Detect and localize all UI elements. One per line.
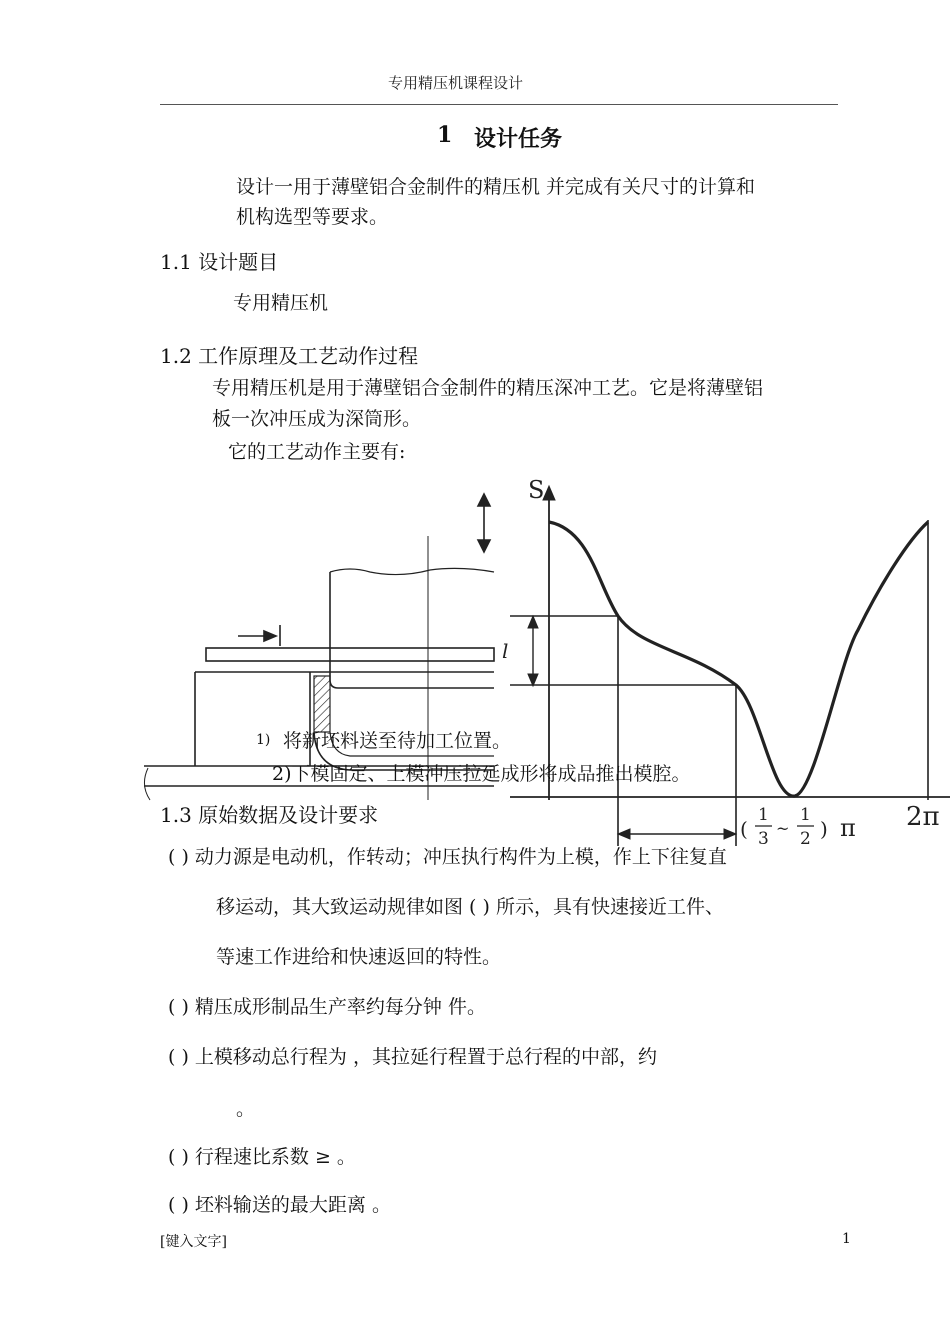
phase-fraction-label bbox=[740, 805, 856, 849]
design-topic: 专用精压机 bbox=[233, 292, 329, 314]
svg-text:1: 1 bbox=[800, 805, 811, 825]
heading-1-2: 1.2 工作原理及工艺动作过程 bbox=[160, 344, 419, 368]
stroke-length-label: l bbox=[502, 639, 509, 663]
requirement-item: ( ) 坯料输送的最大距离 。 bbox=[168, 1194, 391, 1216]
section-title: 设计任务 bbox=[474, 126, 563, 152]
die-mechanism-drawing bbox=[144, 494, 494, 800]
requirement-item: ( ) 动力源是电动机，作转动；冲压执行构件为上模，作上下往复直 bbox=[168, 846, 727, 868]
svg-text:~: ~ bbox=[776, 819, 790, 838]
heading-1-3: 1.3 原始数据及设计要求 bbox=[160, 803, 379, 827]
principle-line-2: 板一次冲压成为深筒形。 bbox=[212, 408, 422, 430]
page-header-title: 专用精压机课程设计 bbox=[388, 74, 524, 92]
svg-text:π: π bbox=[840, 814, 856, 842]
principle-line-1: 专用精压机是用于薄壁铝合金制件的精压深冲工艺。它是将薄壁铝 bbox=[212, 377, 764, 399]
s-axis-label: S bbox=[528, 476, 545, 504]
svg-text:1: 1 bbox=[758, 805, 769, 825]
step-1-number: 1) bbox=[256, 732, 271, 748]
intro-line-2: 机构选型等要求。 bbox=[236, 206, 389, 228]
page-number: 1 bbox=[842, 1231, 851, 1247]
requirement-item: 移运动，其大致运动规律如图 ( ) 所示，具有快速接近工件、 bbox=[216, 896, 724, 918]
footer-placeholder: [键入文字] bbox=[160, 1234, 227, 1250]
requirement-item: ( ) 上模移动总行程为 ，其拉延行程置于总行程的中部，约 bbox=[168, 1046, 657, 1068]
requirement-item: 等速工作进给和快速返回的特性。 bbox=[216, 946, 502, 968]
press-diagram-figure bbox=[140, 470, 950, 850]
svg-text:(: ( bbox=[740, 817, 748, 841]
svg-text:): ) bbox=[820, 817, 828, 841]
step-2-text: 2)下模固定、上模冲压拉延成形将成品推出模腔。 bbox=[272, 763, 691, 785]
requirement-item: ( ) 精压成形制品生产率约每分钟 件。 bbox=[168, 996, 486, 1018]
two-pi-label: 2π bbox=[906, 802, 940, 832]
svg-text:3: 3 bbox=[758, 829, 769, 849]
requirement-item: ( ) 行程速比系数 ≥ 。 bbox=[168, 1146, 356, 1168]
principle-line-3: 它的工艺动作主要有: bbox=[228, 441, 406, 463]
heading-1-1: 1.1 设计题目 bbox=[160, 250, 279, 274]
motion-curve-graph bbox=[510, 486, 950, 846]
svg-text:2: 2 bbox=[800, 829, 811, 849]
step-1-text: 将新坯料送至待加工位置。 bbox=[283, 730, 512, 752]
requirement-item: 。 bbox=[236, 1098, 256, 1120]
intro-line-1: 设计一用于薄壁铝合金制件的精压机 并完成有关尺寸的计算和 bbox=[236, 176, 756, 198]
section-number: 1 bbox=[437, 122, 453, 148]
header-rule bbox=[160, 104, 838, 105]
